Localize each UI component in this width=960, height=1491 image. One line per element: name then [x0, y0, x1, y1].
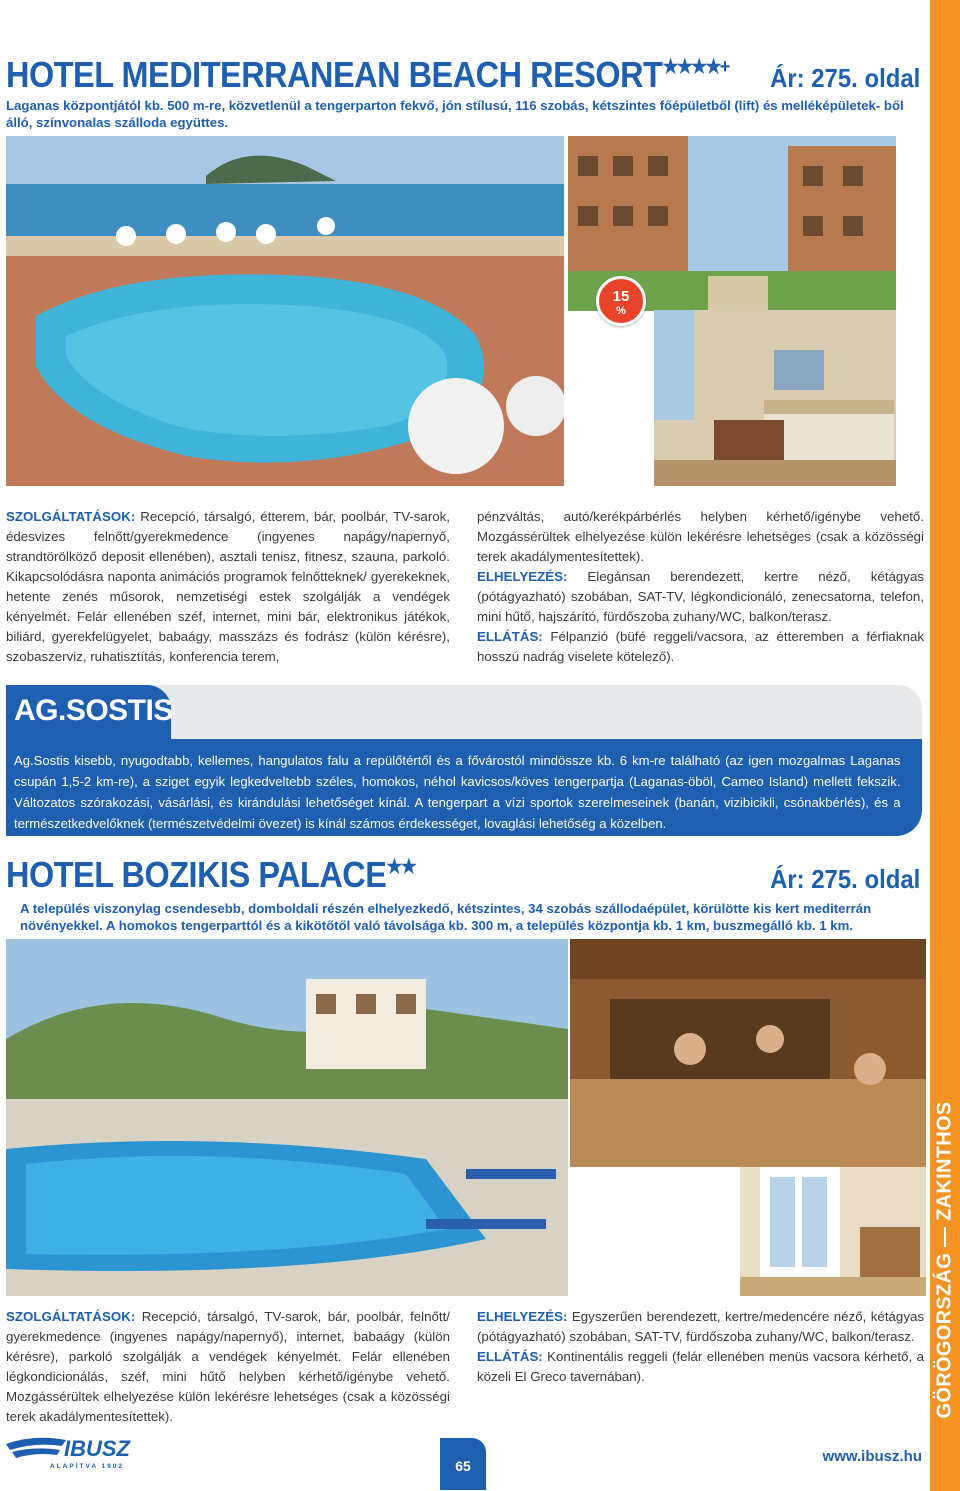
hotel1-pool-photo [6, 136, 564, 486]
hotel2-services-label: SZOLGÁLTATÁSOK: [6, 1309, 136, 1324]
hotel2-services [6, 1307, 450, 1427]
hotel2-stars: ★★ [386, 856, 416, 878]
hotel2-intro: A település viszonylag csendesebb, domboldali részén elhelyezkedő, kétszintes, 34 szobás szállodaépület, körülötte kis kert mediterrán növényekkel. A homokos tengerparttól és a kikötőtől való távolsága kb. 300 m, a település központja kb. 1 km, buszmegálló kb. 1 km. [20, 901, 872, 933]
hotel1-board-text: Félpanzió (büfé reggeli/vacsora, az étteremben a férfiaknak hosszú nadrág viselete kötelező). [477, 629, 925, 664]
side-label-wrap [930, 1080, 960, 1440]
hotel1-services [6, 507, 450, 667]
ibus-logo-subtext: ALAPÍTVA 1902 [50, 1463, 125, 1470]
hotel1-name: HOTEL MEDITERRANEAN BEACH RESORT [6, 54, 663, 95]
hotel2-services-text: Recepció, társalgó, TV-sarok, bár, poolbár, felnőtt/ gyerekmedence (ingyenes napágy/napernyő), internet, babaágy (külön kérésre), parkoló szolgálják a vendégek kényelmét. Felár ellenében légkondicionálás, széf, mini hűtő helyben kérhető/igénybe vehető. Mozgássérültek elhelyezése külön lekérésre lehetséges (csak a közösségi terek akadálymentesítettek). [6, 1309, 450, 1424]
page-number: 65 [440, 1438, 486, 1490]
resort-text: Ag.Sostis kisebb, nyugodtabb, kellemes, hangulatos falu a repülőtértől és a fővárostól mindössze kb. 6 km-re található (az igen mozgalmas Laganas csupán 1,5-2 km-re), a sziget egyik legkedveltebb széles, homokos, néhol kavicsos/köves tengerpartja (Laganas-öböl, Cameo Island) mellett fekszik. Változatos szórakozási, vásárlási, és kirándulási lehetőséget kínál. A tengerpart a vízi sportok szerelmeseinek (banán, vizibicikli, csónakbérlés), és a természetkedvelőknek (természetvédelmi övezet) is kínál számos érdekességet, lovaglási lehetőség a közelben. [14, 753, 901, 831]
ibus-logo-text: IBUSZ [64, 1436, 130, 1461]
side-label: GÖRÖGORSZÁG — ZAKINTHOS [933, 1101, 956, 1419]
discount-badge-number: 15 [612, 288, 630, 305]
hotel1-price: Ár: 275. oldal [769, 63, 920, 93]
hotel2-title [6, 854, 415, 896]
hotel2-price: Ár: 275. oldal [769, 864, 920, 894]
hotel2-board-label: ELLÁTÁS: [477, 1349, 543, 1364]
hotel2-name: HOTEL BOZIKIS PALACE [6, 854, 387, 895]
hotel1-room-label: ELHELYEZÉS: [477, 569, 568, 584]
hotel2-pool-photo [6, 939, 568, 1296]
discount-badge [596, 276, 646, 326]
website-url[interactable]: www.ibusz.hu [822, 1448, 922, 1465]
hotel2-room-text: Egyszerűen berendezett, kertre/medencére néző, kétágyas (pótágyazható) szobában, SAT-TV, fürdőszoba zuhany/WC, balkon/terasz. [477, 1309, 925, 1344]
hotel1-services-label: SZOLGÁLTATÁSOK: [6, 509, 136, 524]
hotel1-services-text: Recepció, társalgó, étterem, bár, poolbár, TV-sarok, édesvizes felnőtt/gyerekmedence (ingyenes napágy/napernyő, strandtörölköző deposit ellenében), asztali tenisz, fitnesz, szauna, parkoló. Kikapcsolódásra naponta animációs programok felnőtteknek/ gyerekeknek, hetente zenés műsorok, nemzetiségi estek szolgálják a vendégek kényelmét. Felár ellenében széf, internet, mini bár, elektronikus játékok, biliárd, gyerekfelügyelet, babaágy, masszázs és fodrász (külön kérésre), szobaszerviz, ruhatisztítás, konferencia terem, [6, 509, 450, 664]
resort-title: AG.SOSTIS [14, 694, 173, 727]
hotel1-room-photo [654, 310, 896, 486]
hotel1-intro: Laganas központjától kb. 500 m-re, közvetlenül a tengerparton fekvő, jón stílusú, 116 szobás, kétszintes főépületből (lift) és melléképületek- ből álló, színvonalas szálloda együttes. [6, 98, 904, 130]
hotel1-right-column [477, 507, 924, 667]
hotel1-title [6, 54, 729, 96]
hotel1-stars: ★★★★+ [662, 56, 729, 78]
hotel1-room-text: Elegánsan berendezett, kertre néző, kétágyas (pótágyazható) szobában, SAT-TV, légkondicionáló, zenecsatorna, telefon, mini hűtő, hajszárító, fürdőszoba zuhany/WC, balkon/terasz. [477, 569, 925, 624]
hotel2-bar-photo [570, 939, 926, 1167]
hotel2-room-label: ELHELYEZÉS: [477, 1309, 568, 1324]
hotel1-services-cont: pénzváltás, autó/kerékpárbérlés helyben kérhető/igénybe vehető. Mozgássérültek elhelyezése külön lekérésre lehetséges (csak a közösségi terek akadálymentesítettek). [477, 509, 924, 564]
hotel2-room-photo [740, 1167, 926, 1296]
hotel1-board-label: ELLÁTÁS: [477, 629, 543, 644]
ibus-logo [4, 1430, 134, 1470]
hotel2-right-column [477, 1307, 924, 1387]
hotel2-board-text: Kontinentális reggeli (felár ellenében menüs vacsora kérhető, a közeli El Greco tavernában). [477, 1349, 924, 1384]
discount-badge-percent: % [616, 305, 626, 317]
